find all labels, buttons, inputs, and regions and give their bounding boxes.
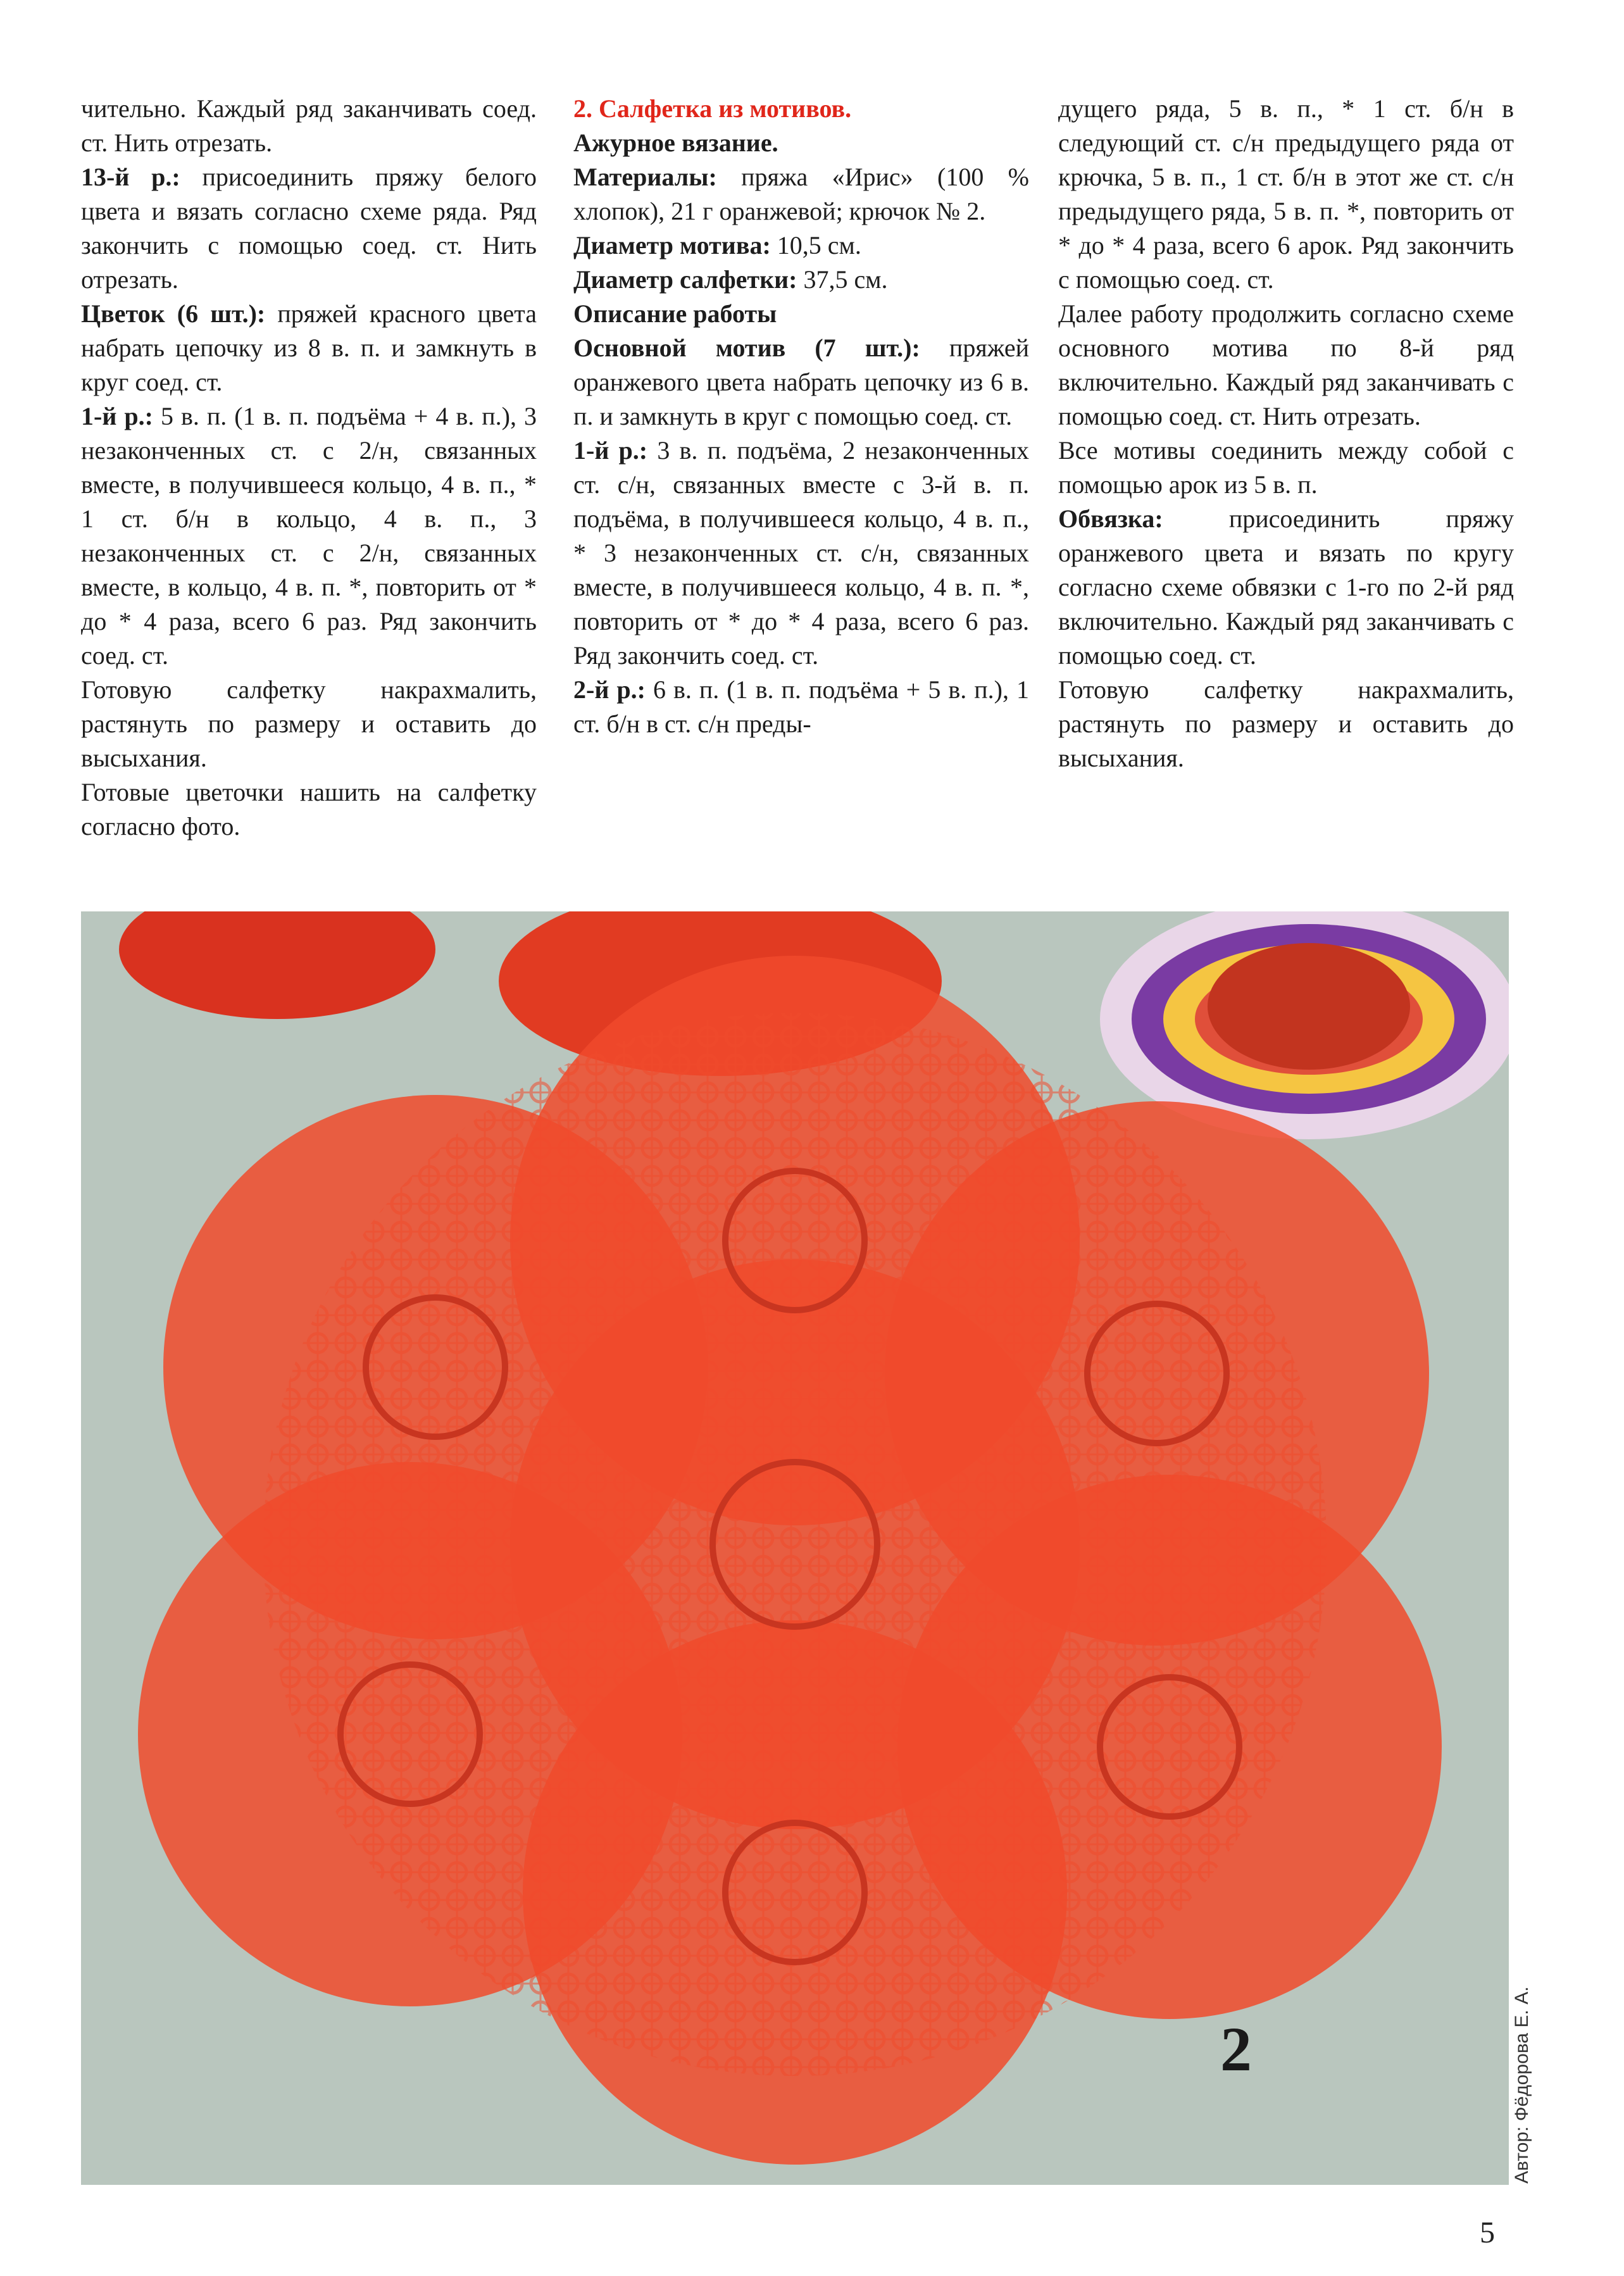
paragraph-heading: 1-й р.:: [81, 402, 153, 430]
photo-number: 2: [1220, 2014, 1252, 2084]
paragraph-text: пряжа «Ирис» (100 % хлопок), 21 г оранжевой; крючок № 2.: [573, 163, 1029, 225]
text-column-right: [1058, 92, 1514, 775]
paragraph: [81, 160, 537, 297]
paragraph-heading: Диаметр мотива:: [573, 231, 771, 259]
text-column-middle: [573, 92, 1029, 741]
paragraph: [81, 297, 537, 399]
paragraph-text: чительно. Каждый ряд заканчивать соед. ст. Нить отрезать.: [81, 94, 537, 157]
paragraph-text: 6 в. п. (1 в. п. подъёма + 5 в. п.), 1 ст. б/н в ст. с/н преды-: [573, 675, 1029, 738]
paragraph-text: пряжей красного цвета набрать цепочку из 8 в. п. и замкнуть в круг соед. ст.: [81, 299, 537, 396]
paragraph: [81, 673, 537, 775]
paragraph: [573, 228, 1029, 263]
paragraph: [573, 331, 1029, 434]
paragraph-heading: Основной мотив (7 шт.):: [573, 334, 920, 362]
paragraph-heading: 2-й р.:: [573, 675, 646, 704]
paragraph: [573, 434, 1029, 673]
paragraph-heading: Материалы:: [573, 163, 717, 191]
paragraph-text: присоединить пряжу белого цвета и вязать согласно схеме ряда. Ряд закончить с помощью соед. ст. Нить отрезать.: [81, 163, 537, 294]
paragraph: [81, 775, 537, 844]
paragraph-heading: Цветок (6 шт.):: [81, 299, 266, 328]
paragraph-text: 10,5 см.: [770, 231, 861, 259]
paragraph-heading: Описание работы: [573, 299, 777, 328]
paragraph-text: 5 в. п. (1 в. п. подъёма + 4 в. п.), 3 незаконченных ст. с 2/н, связанных вместе, в получившееся кольцо, 4 в. п., * 1 ст. б/н в кольцо, 4 в. п., 3 незаконченных ст. с 2/н, связанных вместе, в кольцо, 4 в. п. *, повторить от * до * 4 раза, всего 6 раз. Ряд закончить соед. ст.: [81, 402, 537, 670]
paragraph: [1058, 92, 1514, 297]
paragraph: [1058, 502, 1514, 673]
paragraph-heading: Обвязка:: [1058, 504, 1163, 533]
paragraph-text: Готовые цветочки нашить на салфетку согласно фото.: [81, 778, 537, 841]
paragraph-text: присоединить пряжу оранжевого цвета и вязать по кругу согласно схеме обвязки с 1-го по 2-й ряд включительно. Каждый ряд заканчивать с помощью соед. ст.: [1058, 504, 1514, 670]
paragraph: [573, 673, 1029, 741]
paragraph: [81, 399, 537, 673]
paragraph: [573, 160, 1029, 228]
author-credit: Автор: Фёдорова Е. А.: [1511, 1986, 1532, 2184]
paragraph-text: пряжей оранжевого цвета набрать цепочку из 6 в. п. и замкнуть в круг с помощью соед. ст.: [573, 334, 1029, 430]
paragraph: [1058, 297, 1514, 434]
paragraph: [573, 297, 1029, 331]
paragraph-text: Далее работу продолжить согласно схеме основного мотива по 8-й ряд включительно. Каждый ряд заканчивать с помощью соед. ст. Нить отрезать.: [1058, 299, 1514, 430]
paragraph-heading: 13-й р.:: [81, 163, 180, 191]
paragraph-text: Все мотивы соединить между собой с помощью арок из 5 в. п.: [1058, 436, 1514, 499]
paragraph-text: Готовую салфетку накрахмалить, растянуть по размеру и оставить до высыхания.: [81, 675, 537, 772]
paragraph: [1058, 434, 1514, 502]
paragraph-text: дущего ряда, 5 в. п., * 1 ст. б/н в следующий ст. с/н предыдущего ряда от крючка, 5 в. п., 1 ст. б/н в этот же ст. с/н предыдущего ряда, 5 в. п. *, повторить от * до * 4 раза, всего 6 арок. Ряд закончить с помощью соед. ст.: [1058, 94, 1514, 294]
paragraph-text: 3 в. п. подъёма, 2 незаконченных ст. с/н, связанных вместе с 3-й в. п. подъёма, в получившееся кольцо, 4 в. п., * 3 незаконченных ст. с/н, связанных вместе, в получившееся кольцо, 4 в. п. *, повторить от * до * 4 раза, всего 6 раз. Ряд закончить соед. ст.: [573, 436, 1030, 670]
article-title: 2. Салфетка из мотивов.: [573, 94, 852, 123]
doily-illustration: [81, 911, 1509, 2185]
paragraph-text: 37,5 см.: [797, 265, 888, 294]
paragraph-text: Готовую салфетку накрахмалить, растянуть по размеру и оставить до высыхания.: [1058, 675, 1514, 772]
doily: [138, 956, 1442, 2165]
paragraph: [81, 92, 537, 160]
paragraph-heading: Диаметр салфетки:: [573, 265, 797, 294]
paragraph: [573, 263, 1029, 297]
article-subtitle: Ажурное вязание.: [573, 128, 778, 157]
paragraph: [1058, 673, 1514, 775]
text-column-left: [81, 92, 537, 844]
paragraph-heading: 1-й р.:: [573, 436, 648, 465]
page-number: 5: [1480, 2216, 1495, 2249]
article-paragraphs: [573, 160, 1029, 741]
doily-photo: [81, 911, 1509, 2185]
